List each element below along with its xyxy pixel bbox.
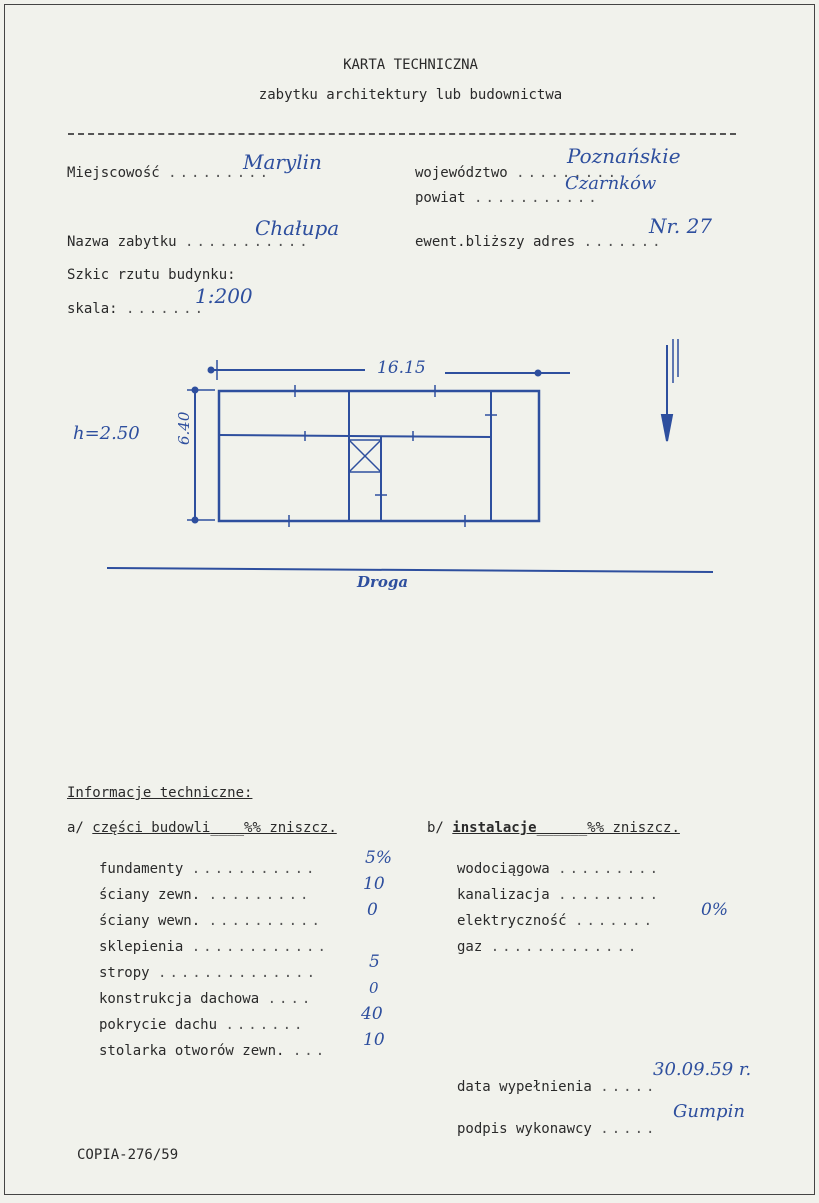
document-subtitle: zabytku architektury lub budownictwa [258, 87, 563, 103]
document-page [4, 4, 815, 1195]
document-title: KARTA TECHNICZNA [343, 57, 478, 73]
a-item: sklepienia ............ [99, 939, 329, 955]
data-label: data wypełnienia ..... [457, 1079, 658, 1095]
a-item-value: 5% [365, 848, 392, 868]
miejscowosc-label: Miejscowość ......... [67, 165, 272, 181]
b-item-value: 0% [701, 900, 728, 920]
data-value: 30.09.59 r. [653, 1059, 752, 1080]
a-item-value: 0 [369, 979, 379, 997]
powiat-value: Czarnków [565, 173, 657, 194]
powiat-label: powiat ........... [415, 190, 600, 206]
szkic-label: Szkic rzutu budynku: [67, 267, 236, 283]
b-item: gaz ............. [457, 939, 640, 955]
road-label: Droga [357, 573, 409, 591]
a-item: stropy .............. [99, 965, 319, 981]
a-item-value: 10 [363, 1030, 385, 1050]
a-item: ściany wewn. .......... [99, 913, 323, 929]
a-item: fundamenty ........... [99, 861, 318, 877]
b-item: kanalizacja ......... [457, 887, 662, 903]
a-heading: a/ części budowli____%% zniszcz. [67, 820, 337, 836]
copia-number: COPIA-276/59 [77, 1147, 179, 1163]
b-item: wodociągowa ......... [457, 861, 662, 877]
floor-plan-sketch [5, 5, 816, 605]
b-item: elektryczność ....... [457, 913, 656, 929]
a-item-value: 40 [361, 1004, 383, 1024]
a-item-value: 5 [369, 952, 380, 972]
a-item: ściany zewn. ......... [99, 887, 312, 903]
podpis-label: podpis wykonawcy ..... [457, 1121, 658, 1137]
a-item: stolarka otworów zewn. ... [99, 1043, 328, 1059]
b-heading: b/ instalacje______%% zniszcz. [427, 820, 680, 836]
a-item-value: 0 [367, 900, 378, 920]
nazwa-label: Nazwa zabytku ........... [67, 234, 311, 250]
a-item-value: 10 [363, 874, 385, 894]
height-annotation: h=2.50 [73, 423, 140, 444]
adres-value: Nr. 27 [649, 214, 713, 238]
wojewodztwo-value: Poznańskie [567, 144, 681, 168]
skala-label: skala: ....... [67, 301, 207, 317]
width-dimension: 6.40 [175, 411, 193, 445]
adres-label: ewent.bliższy adres ....... [415, 234, 664, 250]
a-item: konstrukcja dachowa .... [99, 991, 314, 1007]
wojewodztwo-label: województwo ......... [415, 165, 620, 181]
skala-value: 1:200 [195, 284, 253, 308]
signature: Gumpin [673, 1101, 745, 1122]
nazwa-value: Chałupa [255, 216, 340, 240]
a-item: pokrycie dachu ....... [99, 1017, 306, 1033]
miejscowosc-value: Marylin [243, 150, 322, 174]
length-dimension: 16.15 [377, 358, 426, 378]
technical-heading: Informacje techniczne: [67, 785, 253, 801]
